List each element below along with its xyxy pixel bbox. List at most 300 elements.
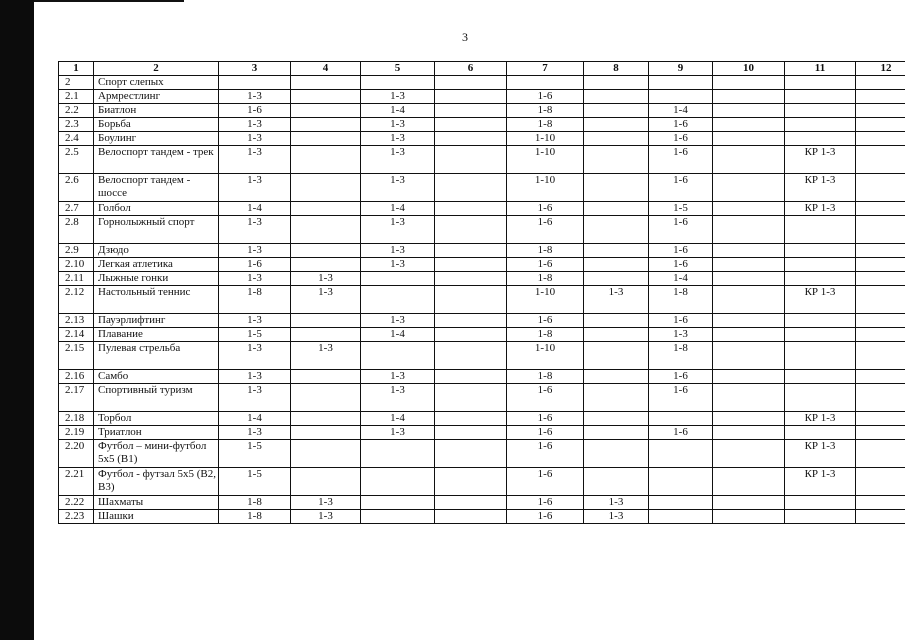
cell-col6 [435,216,507,244]
cell-col10 [713,146,785,174]
cell-col8 [584,244,649,258]
cell-col6 [435,104,507,118]
cell-col6 [435,272,507,286]
cell-col8 [584,202,649,216]
cell-col7: 1-8 [507,244,584,258]
cell-col8 [584,216,649,244]
cell-col6 [435,146,507,174]
table-row [59,258,905,272]
cell-col3: 1-8 [219,510,291,524]
sport-name: Торбол [94,412,219,426]
column-header: 4 [291,62,361,76]
cell-col11: КР 1-3 [785,202,856,216]
cell-col3: 1-3 [219,132,291,146]
table-row [59,244,905,258]
table-row [59,426,905,440]
cell-col12 [856,174,905,202]
cell-col9 [649,440,713,468]
cell-col4: 1-3 [291,510,361,524]
cell-col3: 1-5 [219,440,291,468]
cell-col12 [856,342,905,370]
cell-col4 [291,174,361,202]
cell-col9: 1-6 [649,146,713,174]
table-row [59,412,905,426]
cell-col8 [584,426,649,440]
cell-col3: 1-4 [219,412,291,426]
table-row [59,132,905,146]
cell-col12 [856,132,905,146]
cell-col8 [584,174,649,202]
sport-name: Горнолыжный спорт [94,216,219,244]
sport-name: Армрестлинг [94,90,219,104]
cell-col12 [856,370,905,384]
row-number: 2.18 [59,412,94,426]
cell-col6 [435,174,507,202]
cell-col6 [435,118,507,132]
table-row [59,314,905,328]
cell-col11 [785,384,856,412]
cell-col7: 1-10 [507,342,584,370]
cell-col4 [291,202,361,216]
cell-col11 [785,272,856,286]
cell-col5 [361,440,435,468]
sport-name: Боулинг [94,132,219,146]
cell-col3: 1-3 [219,216,291,244]
table-row [59,118,905,132]
sport-name: Шашки [94,510,219,524]
cell-col4 [291,412,361,426]
cell-col11: КР 1-3 [785,440,856,468]
sport-name: Настольный теннис [94,286,219,314]
cell-col3: 1-3 [219,90,291,104]
sport-name: Лыжные гонки [94,272,219,286]
cell-col5: 1-3 [361,146,435,174]
cell-col7: 1-10 [507,286,584,314]
cell-col11 [785,104,856,118]
cell-col7: 1-8 [507,104,584,118]
cell-col4 [291,384,361,412]
cell-col8 [584,328,649,342]
cell-col12 [856,468,905,496]
sport-name: Шахматы [94,496,219,510]
cell-col11 [785,258,856,272]
cell-col4 [291,258,361,272]
cell-col10 [713,104,785,118]
cell-col4 [291,216,361,244]
cell-col9: 1-6 [649,174,713,202]
cell-col8 [584,272,649,286]
row-number: 2.5 [59,146,94,174]
cell-col3: 1-6 [219,104,291,118]
column-header: 5 [361,62,435,76]
cell-col5 [361,496,435,510]
table-row [59,496,905,510]
cell-col6 [435,286,507,314]
cell-col8 [584,118,649,132]
cell-col10 [713,258,785,272]
cell-col6 [435,440,507,468]
cell-col12 [856,118,905,132]
cell-col4 [291,328,361,342]
cell-col6 [435,370,507,384]
cell-col6 [435,328,507,342]
cell-col3: 1-8 [219,496,291,510]
column-header: 2 [94,62,219,76]
row-number: 2.13 [59,314,94,328]
cell-col11 [785,244,856,258]
cell-col5 [361,468,435,496]
cell-col5: 1-4 [361,202,435,216]
cell-col8: 1-3 [584,510,649,524]
cell-col5: 1-4 [361,328,435,342]
cell-col5: 1-3 [361,132,435,146]
cell-col7: 1-6 [507,202,584,216]
table-row [59,90,905,104]
cell-col11 [785,342,856,370]
cell-col8 [584,370,649,384]
cell-col5: 1-4 [361,104,435,118]
cell-col7: 1-6 [507,440,584,468]
row-number: 2.23 [59,510,94,524]
cell-col9: 1-6 [649,426,713,440]
cell-col12 [856,426,905,440]
cell-col7: 1-6 [507,510,584,524]
cell-col10 [713,468,785,496]
cell-col10 [713,496,785,510]
cell-col6 [435,202,507,216]
column-header: 12 [856,62,905,76]
header-row [59,62,905,76]
cell-col10 [713,426,785,440]
cell-col5: 1-3 [361,244,435,258]
cell-col6 [435,468,507,496]
cell-col9: 1-8 [649,342,713,370]
cell-col6 [435,132,507,146]
table-row [59,440,905,468]
cell-col4 [291,90,361,104]
cell-col5 [361,286,435,314]
cell-col6 [435,384,507,412]
column-header: 7 [507,62,584,76]
cell-col5: 1-3 [361,314,435,328]
cell-col5: 1-3 [361,370,435,384]
row-number: 2.14 [59,328,94,342]
cell-col12 [856,440,905,468]
cell-col9: 1-4 [649,104,713,118]
row-number: 2.22 [59,496,94,510]
cell-col5: 1-3 [361,426,435,440]
cell-col9: 1-3 [649,328,713,342]
cell-col11: КР 1-3 [785,286,856,314]
section-title: Спорт слепых [94,76,219,90]
cell-col6 [435,510,507,524]
cell-col8 [584,132,649,146]
cell-col10 [713,272,785,286]
cell-col7: 1-6 [507,426,584,440]
row-number: 2.4 [59,132,94,146]
scan-top-line [34,0,184,2]
cell-col12 [856,510,905,524]
cell-col4: 1-3 [291,342,361,370]
sport-name: Плавание [94,328,219,342]
cell-col11 [785,426,856,440]
row-number: 2.3 [59,118,94,132]
cell-col10 [713,132,785,146]
cell-col11 [785,118,856,132]
cell-col10 [713,342,785,370]
sport-name: Самбо [94,370,219,384]
cell-col3: 1-3 [219,314,291,328]
cell-col4 [291,440,361,468]
cell-col9: 1-6 [649,244,713,258]
cell-col9: 1-6 [649,132,713,146]
cell-col4 [291,146,361,174]
table-row [59,174,905,202]
sport-name: Футбол - футзал 5х5 (В2, В3) [94,468,219,496]
section-number: 2 [59,76,94,90]
cell-col11: КР 1-3 [785,174,856,202]
cell-col8: 1-3 [584,496,649,510]
table-row [59,272,905,286]
cell-col12 [856,104,905,118]
table-row [59,384,905,412]
sport-name: Дзюдо [94,244,219,258]
row-number: 2.7 [59,202,94,216]
row-number: 2.20 [59,440,94,468]
cell-col10 [713,244,785,258]
cell-col12 [856,272,905,286]
column-header: 10 [713,62,785,76]
row-number: 2.17 [59,384,94,412]
cell-col5: 1-3 [361,258,435,272]
cell-col3: 1-3 [219,118,291,132]
cell-col9 [649,510,713,524]
cell-col4 [291,132,361,146]
cell-col4: 1-3 [291,496,361,510]
cell-col4 [291,468,361,496]
cell-col9: 1-6 [649,258,713,272]
cell-col12 [856,496,905,510]
cell-col4 [291,244,361,258]
cell-col4: 1-3 [291,272,361,286]
cell-col9: 1-4 [649,272,713,286]
table-row [59,202,905,216]
cell-col4 [291,104,361,118]
cell-col12 [856,258,905,272]
cell-col7: 1-6 [507,314,584,328]
column-header: 8 [584,62,649,76]
sport-name: Пулевая стрельба [94,342,219,370]
cell-col9 [649,90,713,104]
cell-col6 [435,342,507,370]
column-header: 6 [435,62,507,76]
cell-col7: 1-6 [507,258,584,272]
row-number: 2.16 [59,370,94,384]
sport-name: Велоспорт тандем - шоссе [94,174,219,202]
row-number: 2.2 [59,104,94,118]
sport-name: Спортивный туризм [94,384,219,412]
cell-col7: 1-6 [507,384,584,412]
cell-col5: 1-3 [361,118,435,132]
sport-name: Футбол – мини-футбол 5х5 (В1) [94,440,219,468]
cell-col10 [713,90,785,104]
cell-col12 [856,412,905,426]
cell-col6 [435,496,507,510]
table-row [59,468,905,496]
cell-col7: 1-8 [507,272,584,286]
cell-col10 [713,384,785,412]
row-number: 2.1 [59,90,94,104]
section-row [59,76,905,90]
cell-col9: 1-6 [649,314,713,328]
cell-col10 [713,510,785,524]
row-number: 2.19 [59,426,94,440]
sport-name: Велоспорт тандем - трек [94,146,219,174]
cell-col8 [584,412,649,426]
cell-col11: КР 1-3 [785,412,856,426]
cell-col11 [785,328,856,342]
column-header: 1 [59,62,94,76]
cell-col7: 1-10 [507,174,584,202]
cell-col4 [291,370,361,384]
cell-col7: 1-6 [507,412,584,426]
cell-col9: 1-8 [649,286,713,314]
cell-col11 [785,90,856,104]
cell-col7: 1-6 [507,496,584,510]
cell-col11 [785,510,856,524]
row-number: 2.15 [59,342,94,370]
cell-col10 [713,118,785,132]
table-row [59,510,905,524]
column-header: 9 [649,62,713,76]
cell-col12 [856,328,905,342]
table-row [59,328,905,342]
column-header: 11 [785,62,856,76]
row-number: 2.8 [59,216,94,244]
cell-col8 [584,146,649,174]
cell-col8 [584,468,649,496]
cell-col11 [785,370,856,384]
cell-col11 [785,216,856,244]
cell-col10 [713,216,785,244]
sport-name: Триатлон [94,426,219,440]
cell-col11 [785,496,856,510]
sport-name: Борьба [94,118,219,132]
cell-col6 [435,90,507,104]
row-number: 2.6 [59,174,94,202]
cell-col5: 1-3 [361,216,435,244]
cell-col9: 1-6 [649,384,713,412]
cell-col5 [361,342,435,370]
row-number: 2.21 [59,468,94,496]
cell-col10 [713,440,785,468]
cell-col8 [584,384,649,412]
cell-col5: 1-3 [361,174,435,202]
cell-col9 [649,468,713,496]
cell-col10 [713,174,785,202]
table-row [59,286,905,314]
cell-col5: 1-3 [361,90,435,104]
cell-col11: КР 1-3 [785,146,856,174]
cell-col3: 1-3 [219,146,291,174]
cell-col3: 1-3 [219,244,291,258]
cell-col10 [713,286,785,314]
cell-col3: 1-3 [219,426,291,440]
cell-col12 [856,90,905,104]
row-number: 2.11 [59,272,94,286]
cell-col7: 1-10 [507,132,584,146]
column-header: 3 [219,62,291,76]
cell-col3: 1-8 [219,286,291,314]
table-row [59,146,905,174]
cell-col8 [584,90,649,104]
cell-col7: 1-8 [507,328,584,342]
cell-col3: 1-3 [219,370,291,384]
table-row [59,342,905,370]
cell-col11 [785,314,856,328]
cell-col6 [435,314,507,328]
cell-col12 [856,286,905,314]
cell-col3: 1-3 [219,174,291,202]
cell-col6 [435,412,507,426]
cell-col8 [584,440,649,468]
cell-col10 [713,314,785,328]
sport-name: Биатлон [94,104,219,118]
cell-col10 [713,328,785,342]
cell-col8 [584,314,649,328]
cell-col8: 1-3 [584,286,649,314]
cell-col5 [361,272,435,286]
cell-col7: 1-6 [507,216,584,244]
cell-col11 [785,132,856,146]
cell-col6 [435,426,507,440]
cell-col10 [713,202,785,216]
cell-col10 [713,370,785,384]
cell-col8 [584,258,649,272]
cell-col3: 1-3 [219,342,291,370]
cell-col5: 1-3 [361,384,435,412]
cell-col9: 1-6 [649,370,713,384]
cell-col6 [435,244,507,258]
cell-col4 [291,118,361,132]
table-row [59,216,905,244]
cell-col7: 1-8 [507,370,584,384]
cell-col10 [713,412,785,426]
cell-col8 [584,342,649,370]
cell-col12 [856,314,905,328]
sports-table [58,61,905,524]
sport-name: Легкая атлетика [94,258,219,272]
table-row [59,370,905,384]
cell-col3: 1-3 [219,272,291,286]
sport-name: Пауэрлифтинг [94,314,219,328]
cell-col7: 1-10 [507,146,584,174]
cell-col9: 1-6 [649,216,713,244]
cell-col5 [361,510,435,524]
row-number: 2.9 [59,244,94,258]
cell-col3: 1-5 [219,468,291,496]
page-number: 3 [462,30,468,44]
cell-col4: 1-3 [291,286,361,314]
cell-col4 [291,426,361,440]
cell-col3: 1-5 [219,328,291,342]
cell-col8 [584,104,649,118]
sport-name: Голбол [94,202,219,216]
cell-col9: 1-5 [649,202,713,216]
cell-col7: 1-8 [507,118,584,132]
row-number: 2.12 [59,286,94,314]
cell-col6 [435,258,507,272]
